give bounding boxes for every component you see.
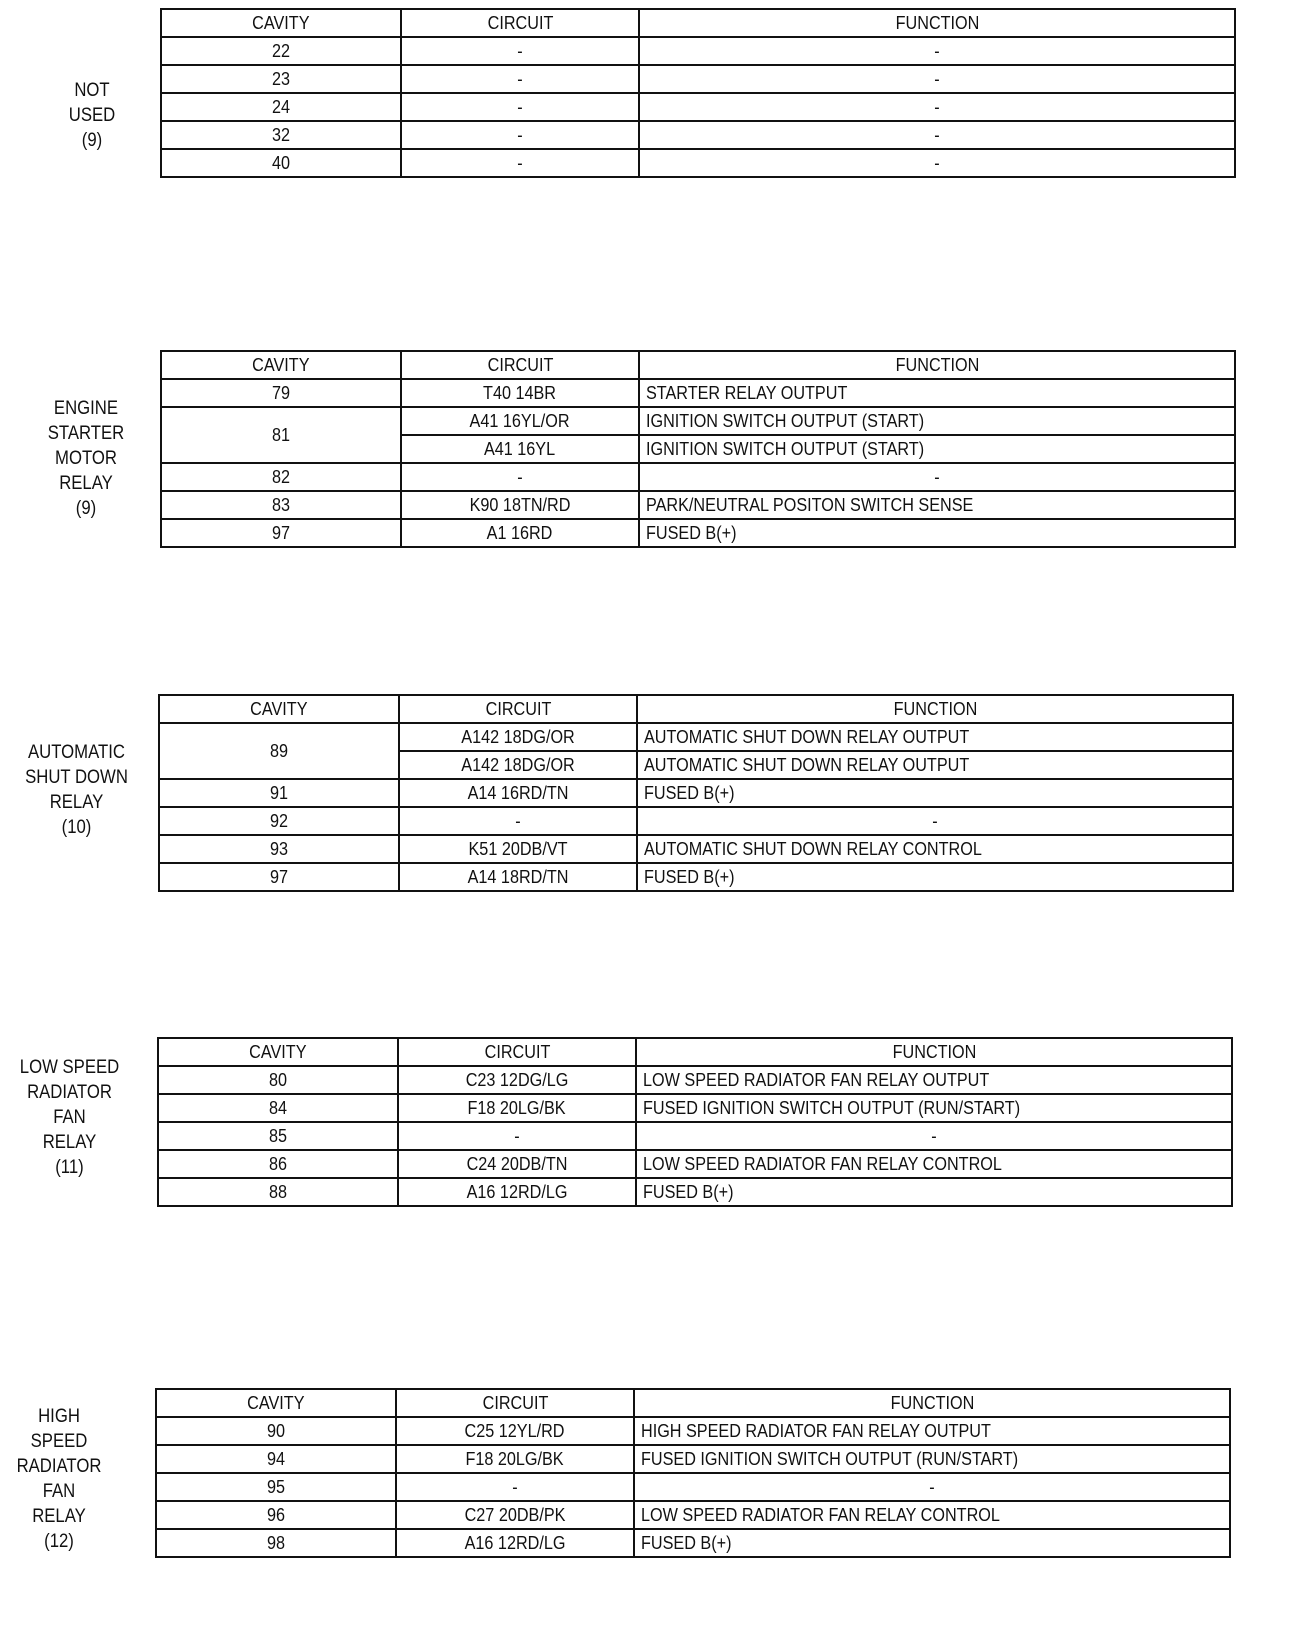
- circuit-cell: A41 16YL/OR: [401, 407, 639, 435]
- cavity-cell: 92: [159, 807, 399, 835]
- cavity-cell: 97: [159, 863, 399, 891]
- function-cell: FUSED B(+): [636, 1178, 1232, 1206]
- table-row: [156, 1529, 1230, 1557]
- function-cell: LOW SPEED RADIATOR FAN RELAY OUTPUT: [636, 1066, 1232, 1094]
- label-line: RELAY: [42, 1132, 97, 1153]
- cavity-cell: 83: [161, 491, 401, 519]
- cavity-cell: 80: [158, 1066, 398, 1094]
- header-row: [159, 695, 1233, 723]
- circuit-cell: C27 20DB/PK: [396, 1501, 634, 1529]
- circuit-header: CIRCUIT: [401, 351, 639, 379]
- function-cell: AUTOMATIC SHUT DOWN RELAY OUTPUT: [637, 751, 1233, 779]
- pinout-table: [160, 350, 1236, 548]
- circuit-cell: A14 18RD/TN: [399, 863, 637, 891]
- section-label: [42, 396, 130, 521]
- circuit-cell: A142 18DG/OR: [399, 723, 637, 751]
- table-row: [161, 491, 1235, 519]
- circuit-cell: -: [401, 463, 639, 491]
- function-cell: -: [637, 807, 1233, 835]
- function-header: FUNCTION: [636, 1038, 1232, 1066]
- cavity-header: CAVITY: [161, 9, 401, 37]
- pinout-table: [157, 1037, 1233, 1207]
- cavity-cell: 89: [159, 723, 399, 779]
- circuit-cell: C23 12DG/LG: [398, 1066, 636, 1094]
- function-cell: AUTOMATIC SHUT DOWN RELAY OUTPUT: [637, 723, 1233, 751]
- label-line: RADIATOR FAN: [27, 1082, 112, 1128]
- circuit-cell: A142 18DG/OR: [399, 751, 637, 779]
- table-row: [159, 835, 1233, 863]
- function-cell: FUSED B(+): [634, 1529, 1230, 1557]
- label-line: USED: [68, 105, 116, 126]
- cavity-cell: 23: [161, 65, 401, 93]
- label-line: (9): [81, 130, 103, 151]
- function-header: FUNCTION: [639, 9, 1235, 37]
- cavity-cell: 79: [161, 379, 401, 407]
- function-cell: IGNITION SWITCH OUTPUT (START): [639, 435, 1235, 463]
- function-cell: FUSED B(+): [639, 519, 1235, 547]
- circuit-cell: C25 12YL/RD: [396, 1417, 634, 1445]
- label-line: RELAY: [32, 1506, 86, 1527]
- table-row: [161, 37, 1235, 65]
- cavity-cell: 96: [156, 1501, 396, 1529]
- section-label: [22, 740, 132, 840]
- function-cell: -: [639, 37, 1235, 65]
- pinout-table: [160, 8, 1236, 178]
- cavity-cell: 98: [156, 1529, 396, 1557]
- function-cell: -: [639, 463, 1235, 491]
- label-line: NOT: [74, 80, 110, 101]
- circuit-cell: A16 12RD/LG: [398, 1178, 636, 1206]
- cavity-header: CAVITY: [161, 351, 401, 379]
- table-row: [161, 149, 1235, 177]
- function-cell: LOW SPEED RADIATOR FAN RELAY CONTROL: [636, 1150, 1232, 1178]
- cavity-cell: 40: [161, 149, 401, 177]
- label-line: (10): [61, 817, 92, 838]
- circuit-cell: -: [396, 1473, 634, 1501]
- cavity-cell: 94: [156, 1445, 396, 1473]
- table-row: [161, 519, 1235, 547]
- function-header: FUNCTION: [634, 1389, 1230, 1417]
- table-row: [158, 1122, 1232, 1150]
- circuit-cell: K90 18TN/RD: [401, 491, 639, 519]
- section-label: [10, 1055, 129, 1180]
- label-line: STARTER: [47, 423, 125, 444]
- cavity-cell: 24: [161, 93, 401, 121]
- table-row: [156, 1445, 1230, 1473]
- circuit-cell: A1 16RD: [401, 519, 639, 547]
- cavity-header: CAVITY: [158, 1038, 398, 1066]
- cavity-cell: 97: [161, 519, 401, 547]
- cavity-header: CAVITY: [159, 695, 399, 723]
- circuit-cell: -: [401, 65, 639, 93]
- section-label: [11, 1404, 108, 1554]
- function-cell: -: [639, 93, 1235, 121]
- function-cell: -: [639, 121, 1235, 149]
- circuit-header: CIRCUIT: [401, 9, 639, 37]
- header-row: [158, 1038, 1232, 1066]
- function-cell: -: [639, 65, 1235, 93]
- function-cell: FUSED IGNITION SWITCH OUTPUT (RUN/START): [634, 1445, 1230, 1473]
- cavity-cell: 84: [158, 1094, 398, 1122]
- circuit-header: CIRCUIT: [398, 1038, 636, 1066]
- circuit-cell: T40 14BR: [401, 379, 639, 407]
- header-row: [156, 1389, 1230, 1417]
- table-row: [158, 1094, 1232, 1122]
- circuit-cell: -: [399, 807, 637, 835]
- cavity-cell: 90: [156, 1417, 396, 1445]
- label-line: ENGINE: [53, 398, 119, 419]
- function-cell: LOW SPEED RADIATOR FAN RELAY CONTROL: [634, 1501, 1230, 1529]
- label-line: (12): [44, 1531, 74, 1552]
- table-row: [159, 779, 1233, 807]
- label-line: RELAY: [49, 792, 104, 813]
- circuit-cell: -: [401, 149, 639, 177]
- table-row: [156, 1501, 1230, 1529]
- circuit-header: CIRCUIT: [399, 695, 637, 723]
- function-cell: STARTER RELAY OUTPUT: [639, 379, 1235, 407]
- circuit-header: CIRCUIT: [396, 1389, 634, 1417]
- cavity-cell: 88: [158, 1178, 398, 1206]
- label-line: FAN: [42, 1481, 76, 1502]
- function-cell: FUSED B(+): [637, 779, 1233, 807]
- table-row: [161, 379, 1235, 407]
- circuit-cell: -: [401, 93, 639, 121]
- label-line: SHUT DOWN: [25, 767, 128, 788]
- label-line: (11): [55, 1157, 84, 1178]
- function-header: FUNCTION: [639, 351, 1235, 379]
- pinout-table: [155, 1388, 1231, 1558]
- table-row: [156, 1473, 1230, 1501]
- function-cell: -: [639, 149, 1235, 177]
- function-cell: PARK/NEUTRAL POSITON SWITCH SENSE: [639, 491, 1235, 519]
- table-row: [161, 407, 1235, 435]
- label-line: HIGH SPEED: [30, 1406, 88, 1452]
- label-line: MOTOR: [55, 448, 117, 469]
- function-cell: -: [634, 1473, 1230, 1501]
- circuit-cell: -: [401, 121, 639, 149]
- pinout-table: [158, 694, 1234, 892]
- table-row: [158, 1178, 1232, 1206]
- label-line: AUTOMATIC: [28, 742, 125, 763]
- circuit-cell: -: [401, 37, 639, 65]
- label-line: RELAY: [59, 473, 113, 494]
- cavity-cell: 95: [156, 1473, 396, 1501]
- cavity-cell: 32: [161, 121, 401, 149]
- table-row: [161, 121, 1235, 149]
- circuit-cell: F18 20LG/BK: [398, 1094, 636, 1122]
- table-row: [161, 93, 1235, 121]
- function-cell: AUTOMATIC SHUT DOWN RELAY CONTROL: [637, 835, 1233, 863]
- table-row: [161, 65, 1235, 93]
- circuit-cell: K51 20DB/VT: [399, 835, 637, 863]
- header-row: [161, 9, 1235, 37]
- circuit-cell: F18 20LG/BK: [396, 1445, 634, 1473]
- table-row: [161, 463, 1235, 491]
- cavity-cell: 82: [161, 463, 401, 491]
- table-row: [158, 1150, 1232, 1178]
- function-cell: FUSED B(+): [637, 863, 1233, 891]
- table-row: [156, 1417, 1230, 1445]
- table-row: [159, 863, 1233, 891]
- circuit-cell: A14 16RD/TN: [399, 779, 637, 807]
- table-row: [159, 723, 1233, 751]
- function-cell: IGNITION SWITCH OUTPUT (START): [639, 407, 1235, 435]
- table-row: [159, 807, 1233, 835]
- label-line: RADIATOR: [16, 1456, 102, 1477]
- cavity-cell: 91: [159, 779, 399, 807]
- section-label: [48, 78, 136, 153]
- circuit-cell: A41 16YL: [401, 435, 639, 463]
- label-line: (9): [75, 498, 97, 519]
- cavity-header: CAVITY: [156, 1389, 396, 1417]
- function-header: FUNCTION: [637, 695, 1233, 723]
- label-line: LOW SPEED: [19, 1057, 120, 1078]
- cavity-cell: 81: [161, 407, 401, 463]
- circuit-cell: A16 12RD/LG: [396, 1529, 634, 1557]
- table-row: [158, 1066, 1232, 1094]
- circuit-cell: -: [398, 1122, 636, 1150]
- cavity-cell: 93: [159, 835, 399, 863]
- function-cell: FUSED IGNITION SWITCH OUTPUT (RUN/START): [636, 1094, 1232, 1122]
- function-cell: -: [636, 1122, 1232, 1150]
- header-row: [161, 351, 1235, 379]
- circuit-cell: C24 20DB/TN: [398, 1150, 636, 1178]
- cavity-cell: 85: [158, 1122, 398, 1150]
- cavity-cell: 22: [161, 37, 401, 65]
- cavity-cell: 86: [158, 1150, 398, 1178]
- function-cell: HIGH SPEED RADIATOR FAN RELAY OUTPUT: [634, 1417, 1230, 1445]
